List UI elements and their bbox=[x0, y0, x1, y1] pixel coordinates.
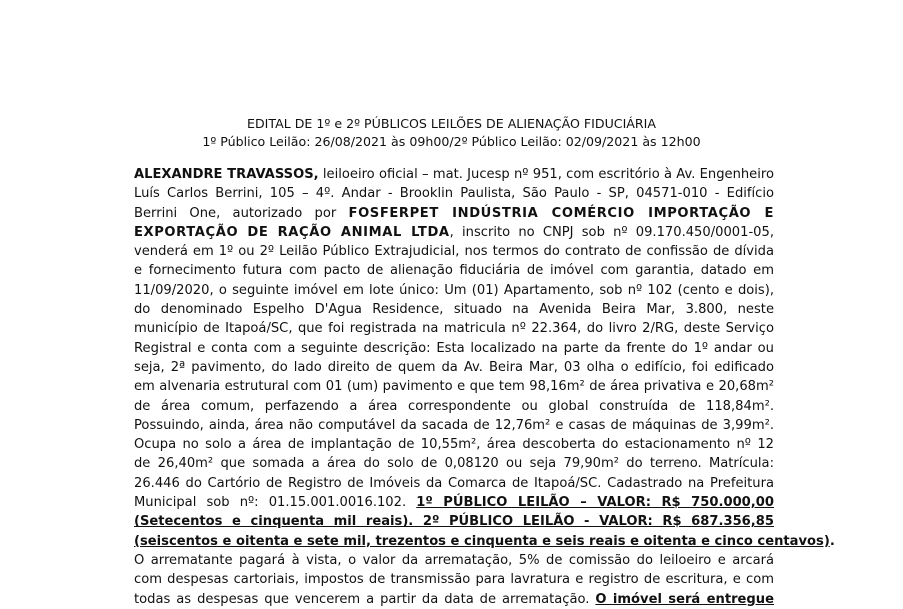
body-text: todas as despesas que vencerem a partir da data de arrematação. bbox=[134, 591, 596, 607]
body-line-5: venderá em 1º ou 2º Leilão Público Extrajudicial, nos termos do contrato de confissão de dívida bbox=[134, 244, 774, 260]
second-auction-value: (Setecentos e cinquenta mil reais). 2º PÚBLICO LEILÃO - VALOR: R$ 687.356,85 bbox=[134, 514, 774, 530]
company-name-cont: EXPORTAÇÃO DE RAÇÃO ANIMAL LTDA bbox=[134, 224, 450, 240]
company-name: FOSFERPET INDÚSTRIA COMÉRCIO IMPORTAÇÃO E bbox=[348, 205, 774, 221]
body-line-17: 26.446 do Cartório de Registro de Imóveis da Comarca de Itapoá/SC. Cadastrado na Prefeitura bbox=[134, 475, 774, 491]
body-line-9: município de Itapoá/SC, que foi registrada na matricula nº 22.364, do livro 2/RG, deste Serviço bbox=[134, 321, 774, 337]
body-line-19 bbox=[134, 512, 774, 531]
body-text: , inscrito no CNPJ sob nº 09.170.450/0001-05, bbox=[449, 224, 774, 240]
auction-dates: 1º Público Leilão: 26/08/2021 às 09h00/2º Público Leilão: 02/09/2021 às 12h00 bbox=[202, 134, 701, 149]
edital-title: EDITAL DE 1º e 2º PÚBLICOS LEILÕES DE ALIENAÇÃO FIDUCIÁRIA bbox=[247, 116, 656, 131]
body-text: Municipal sob nº: 01.15.001.0016.102. bbox=[134, 495, 417, 511]
body-line-14: Possuindo, ainda, área não computável da sacada de 12,76m² e casas de máquinas de 3,99m². bbox=[134, 417, 774, 433]
body-line-1 bbox=[134, 165, 774, 184]
first-auction-value: 1º PÚBLICO LEILÃO – VALOR: R$ 750.000,00 bbox=[416, 495, 774, 511]
edital-body bbox=[134, 165, 835, 609]
delivery-clause: O imóvel será entregue bbox=[595, 591, 775, 607]
body-text: leiloeiro oficial – mat. Jucesp nº 951, com escritório à Av. Engenheiro bbox=[318, 167, 774, 182]
body-line-13: de área comum, perfazendo a área correspondente ou global construída de 118,84m². bbox=[134, 398, 774, 414]
body-line-6: e fornecimento futura com pacto de alienação fiduciária de imóvel com garantia, datado em bbox=[134, 263, 774, 279]
body-line-23 bbox=[134, 590, 774, 609]
period: . bbox=[829, 533, 835, 549]
body-line-20 bbox=[134, 532, 835, 551]
body-line-11: seja, 2ª pavimento, do lado direito de quem da Av. Beira Mar, 03 olha o edifício, foi edificado bbox=[134, 359, 774, 375]
auctioneer-name: ALEXANDRE TRAVASSOS, bbox=[134, 167, 319, 182]
body-line-7: 11/09/2020, o seguinte imóvel em lote único: Um (01) Apartamento, sob nº 102 (cento e dois), bbox=[134, 282, 774, 298]
body-line-15: Ocupa no solo a área de implantação de 10,55m², área descoberta do estacionamento nº 12 bbox=[134, 437, 774, 453]
body-line-18 bbox=[134, 493, 774, 512]
body-text: Berrini One, autorizado por bbox=[134, 205, 349, 221]
body-line-16: de 26,40m² que somada a área do solo de 0,08120 ou seja 79,90m² do terreno. Matrícula: bbox=[134, 456, 774, 472]
body-line-3 bbox=[134, 204, 774, 223]
body-line-12: em alvenaria estrutural com 01 (um) pavimento e que tem 98,16m² de área privativa e 20,68m² bbox=[134, 379, 774, 395]
body-line-4 bbox=[134, 223, 774, 242]
body-line-22: com despesas cartoriais, impostos de transmissão para lavratura e registro de escritura, e com bbox=[134, 572, 774, 588]
body-line-2: Luís Carlos Berrini, 105 – 4º. Andar - Brooklin Paulista, São Paulo - SP, 04571-010 - Edifício bbox=[134, 186, 774, 202]
body-line-8: do denominado Espelho D'Agua Residence, situado na Avenida Beira Mar, 3.800, neste bbox=[134, 302, 774, 318]
body-line-10: Registral e conta com a seguinte descrição: Esta localizado na parte da frente do 1º andar ou bbox=[134, 340, 774, 356]
second-auction-value-words: (seiscentos e oitenta e sete mil, trezentos e cinquenta e seis reais e oitenta e cinco centavos) bbox=[134, 533, 830, 549]
body-line-21: O arrematante pagará à vista, o valor da arrematação, 5% de comissão do leiloeiro e arcará bbox=[134, 552, 774, 568]
